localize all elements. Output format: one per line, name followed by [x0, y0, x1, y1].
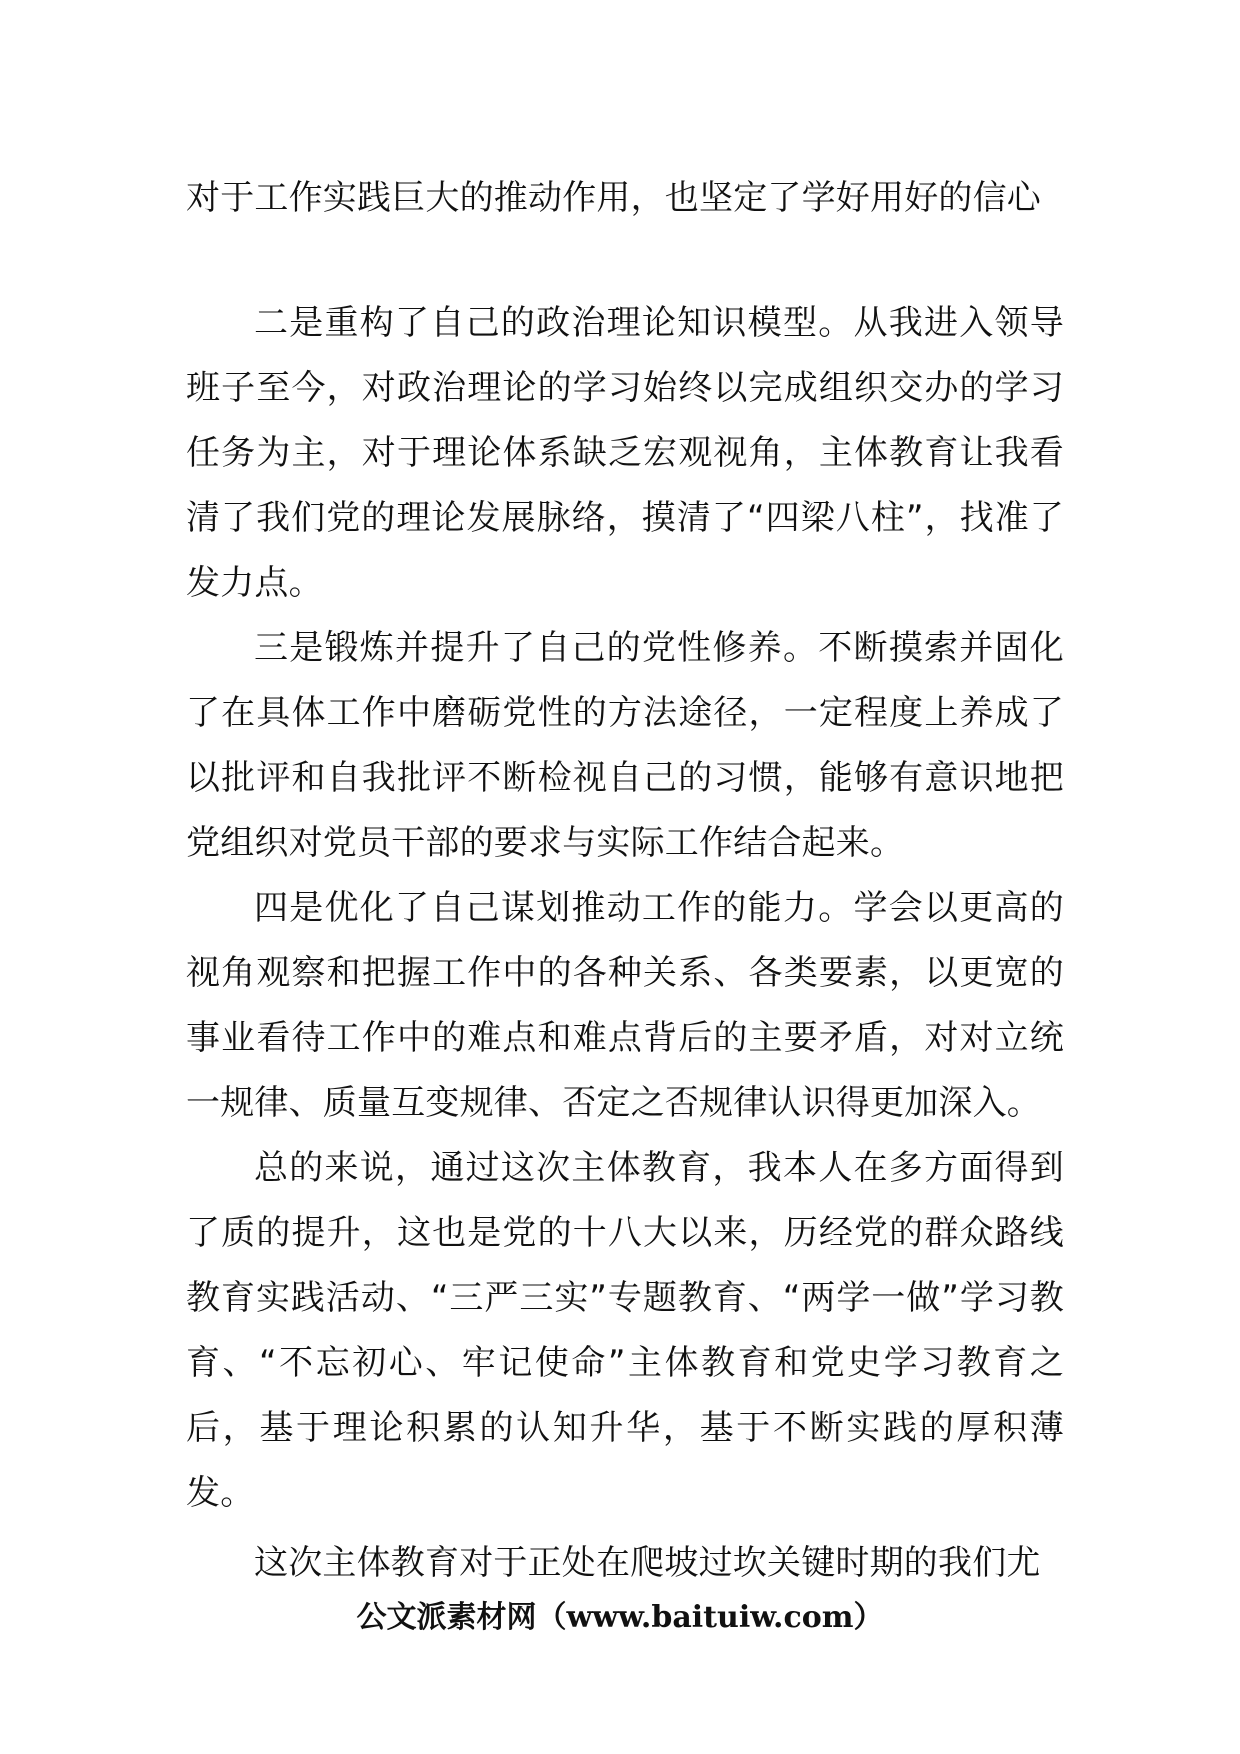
paragraph-work-ability: 四是优化了自己谋划推动工作的能力。学会以更高的视角观察和把握工作中的各种关系、各类要素，以更宽的事业看待工作中的难点和难点背后的主要矛盾，对对立统一规律、质量互变规律、否定之否规律认识得更加深入。 [186, 888, 1064, 1123]
footer-watermark: 公文派素材网（www.baituiw.com） [356, 1600, 884, 1635]
paragraph-political-theory: 二是重构了自己的政治理论知识模型。从我进入领导班子至今，对政治理论的学习始终以完成组织交办的学习任务为主，对于理论体系缺乏宏观视角，主体教育让我看清了我们党的理论发展脉络，摸清了“四梁八柱”，找准了发力点。 [186, 303, 1064, 603]
paragraph-continued: 对于工作实践巨大的推动作用，也坚定了学好用好的信心 [186, 178, 1041, 218]
paragraph-closing: 这次主体教育对于正处在爬坡过坎关键时期的我们尤 [254, 1543, 1041, 1583]
paragraph-summary: 总的来说，通过这次主体教育，我本人在多方面得到了质的提升，这也是党的十八大以来，历经党的群众路线教育实践活动、“三严三实”专题教育、“两学一做”学习教育、“不忘初心、牢记使命”主体教育和党史学习教育之后，基于理论积累的认知升华，基于不断实践的厚积薄发。 [186, 1148, 1064, 1513]
document-body [186, 166, 1064, 1596]
paragraph-party-spirit: 三是锻炼并提升了自己的党性修养。不断摸索并固化了在具体工作中磨砺党性的方法途径，一定程度上养成了以批评和自我批评不断检视自己的习惯，能够有意识地把党组织对党员干部的要求与实际工作结合起来。 [186, 628, 1064, 863]
